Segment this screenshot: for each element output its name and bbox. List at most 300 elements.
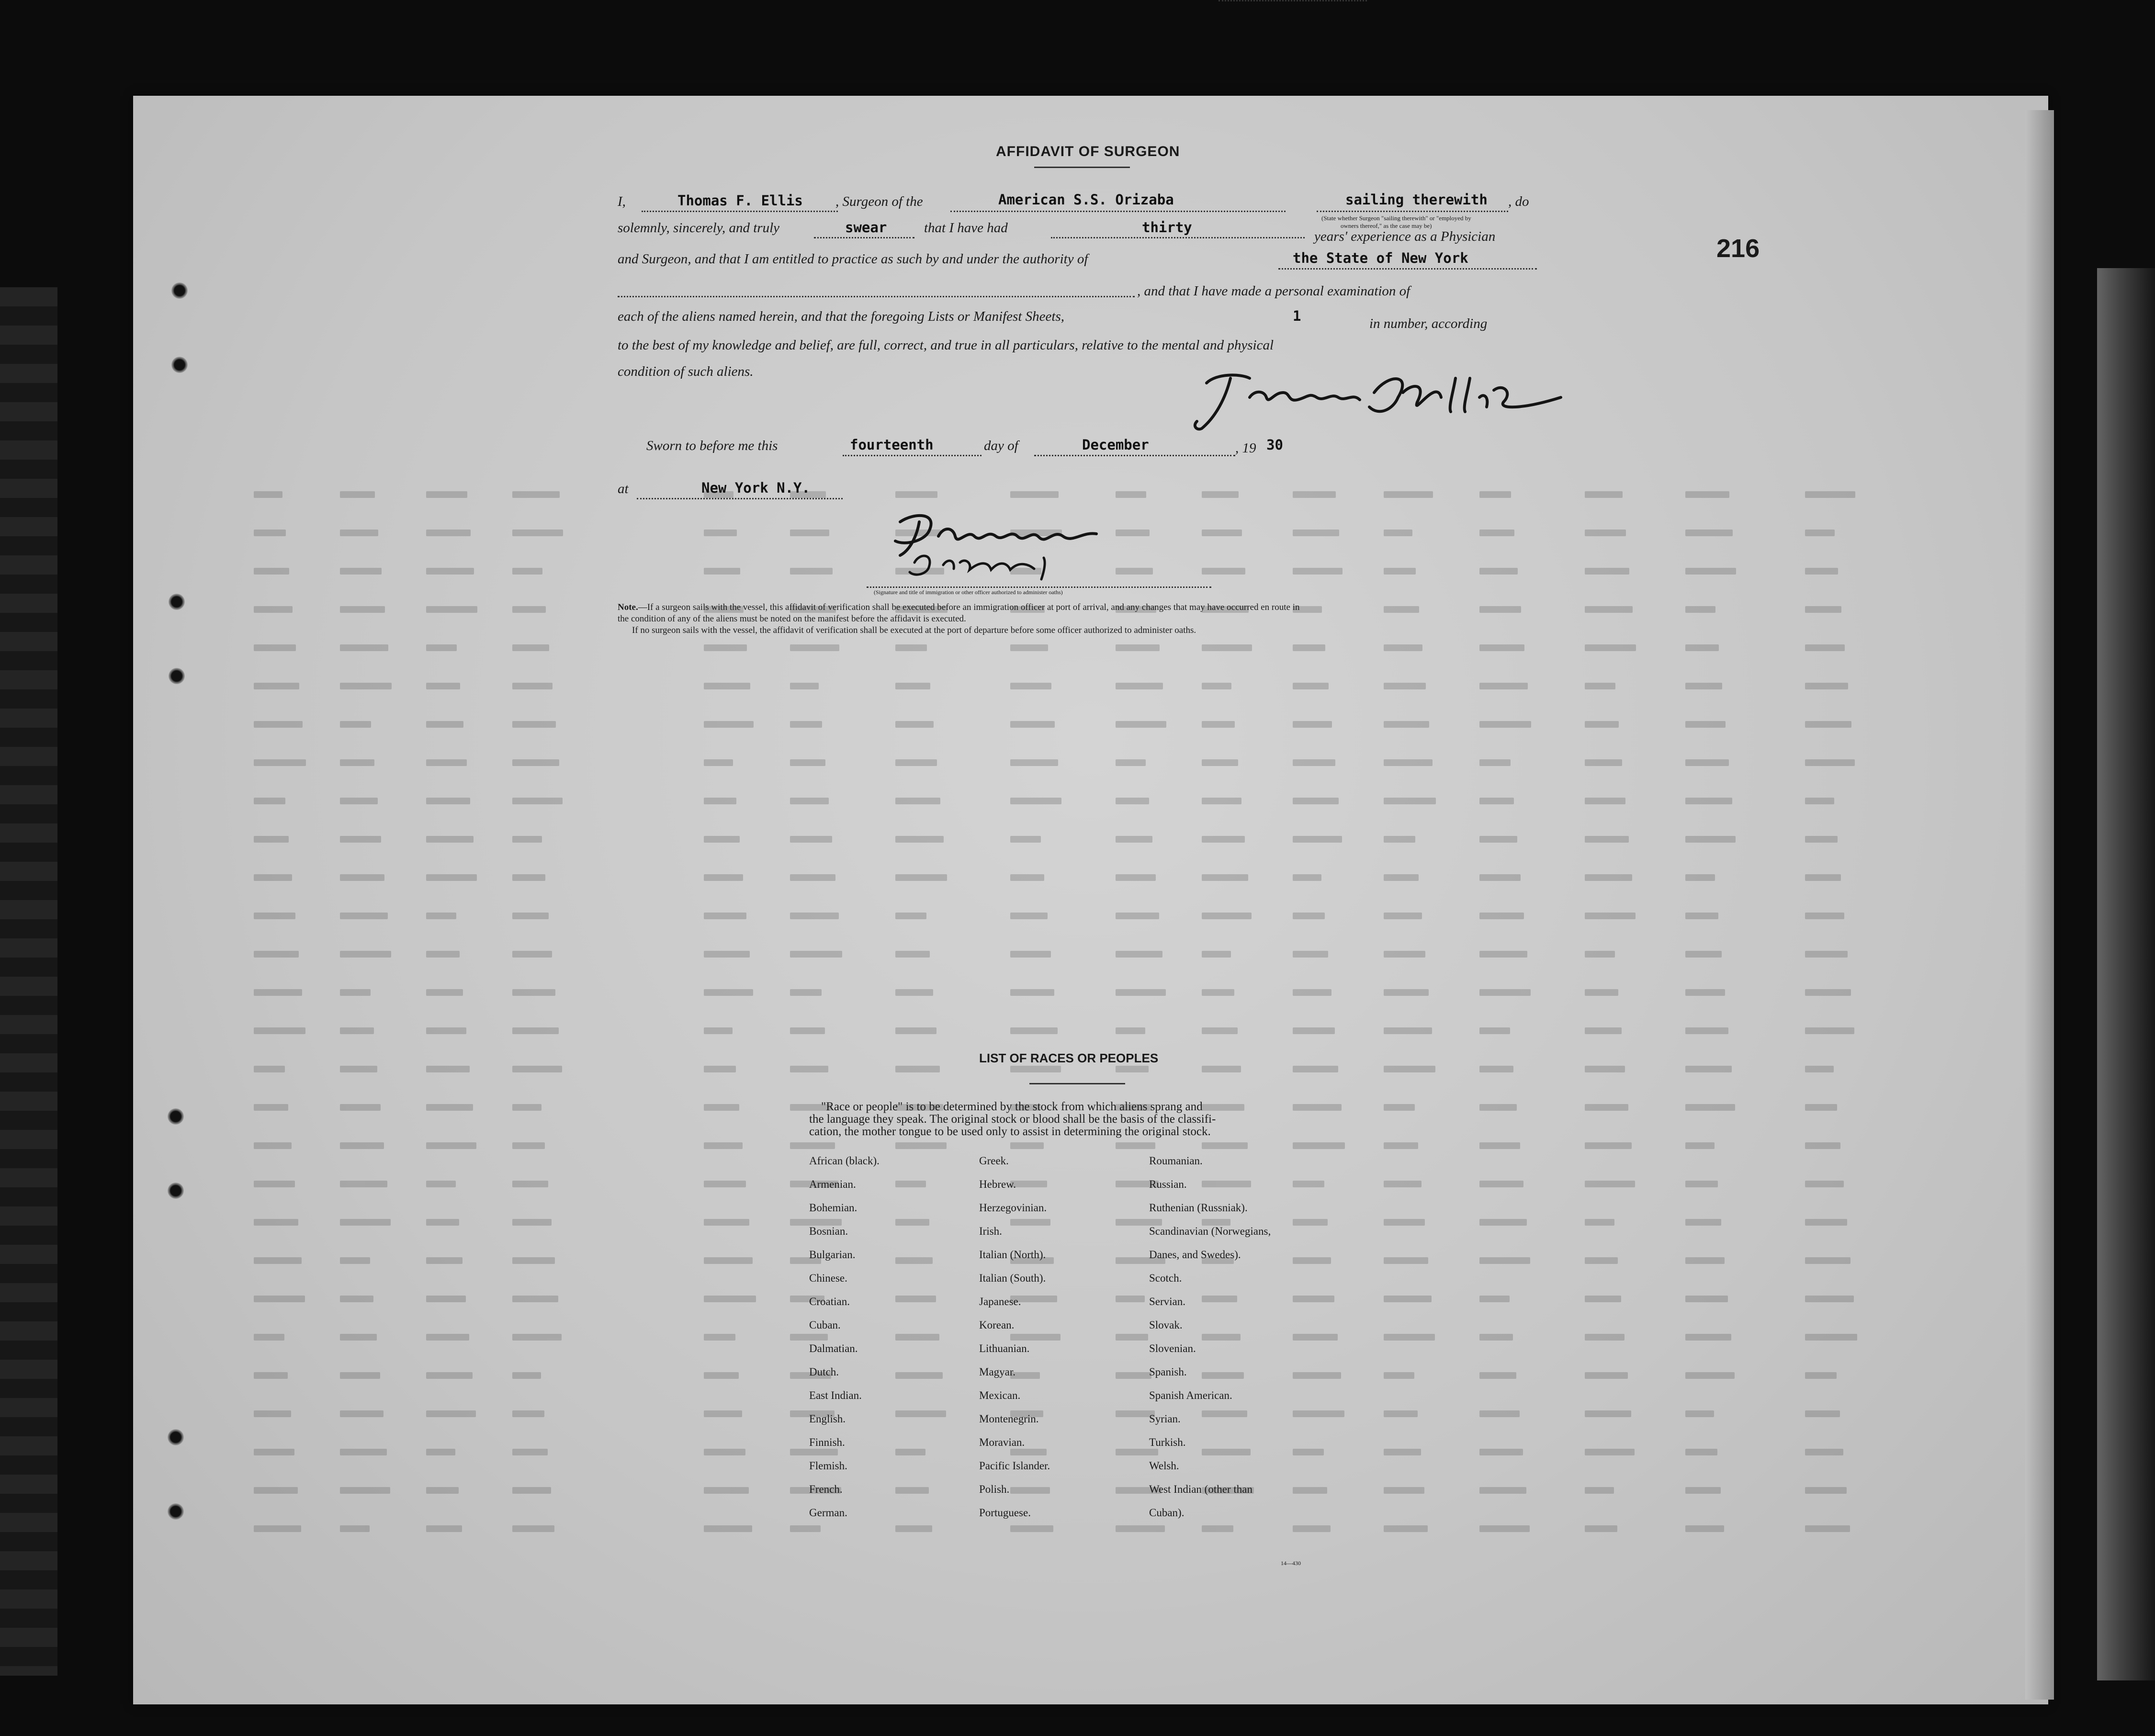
ghost-cell	[340, 568, 382, 575]
ghost-cell	[340, 530, 378, 536]
race-item: Hebrew.	[979, 1178, 1016, 1190]
each-of-aliens-label: each of the aliens named herein, and that the foregoing Lists or Manifest Sheets,	[618, 309, 1064, 324]
ghost-cell	[1293, 836, 1342, 843]
ghost-cell	[790, 683, 819, 689]
ghost-cell	[704, 1334, 735, 1341]
ghost-cell	[1384, 874, 1419, 881]
ghost-cell	[1293, 1487, 1327, 1494]
ghost-cell	[426, 568, 474, 575]
oath-word: swear	[845, 219, 887, 236]
authority-value: the State of New York	[1293, 250, 1468, 266]
ghost-cell	[1293, 721, 1332, 728]
ghost-cell	[1479, 606, 1521, 613]
ghost-cell	[1010, 1027, 1058, 1034]
ghost-cell	[1116, 1027, 1145, 1034]
ghost-cell	[790, 759, 825, 766]
ghost-cell	[1293, 1142, 1345, 1149]
ghost-cell	[1293, 683, 1329, 689]
ghost-cell	[254, 951, 299, 958]
ghost-cell	[1585, 951, 1615, 958]
ghost-cell	[340, 759, 374, 766]
ghost-cell	[1805, 1410, 1840, 1417]
ghost-cell	[1293, 951, 1328, 958]
ghost-cell	[512, 1525, 554, 1532]
ghost-cell	[1202, 759, 1238, 766]
ghost-cell	[512, 989, 555, 996]
ghost-cell	[254, 1525, 301, 1532]
years-value: thirty	[1142, 219, 1192, 236]
ghost-cell	[254, 1027, 305, 1034]
ghost-cell	[340, 1027, 374, 1034]
ghost-cell	[1479, 644, 1524, 651]
race-item: Armenian.	[809, 1178, 856, 1190]
race-item: English.	[809, 1413, 846, 1425]
sailing-note-line2: owners thereof," as the case may be)	[1341, 222, 1432, 229]
at-label: at	[618, 481, 629, 496]
ghost-row	[225, 1446, 1901, 1458]
ghost-cell	[1805, 568, 1838, 575]
ghost-cell	[512, 1257, 555, 1264]
ghost-cell	[426, 1525, 462, 1532]
race-item: German.	[809, 1507, 847, 1519]
note-label: Note.	[618, 602, 638, 612]
ghost-cell	[426, 721, 463, 728]
ghost-cell	[1202, 1449, 1251, 1455]
ghost-cell	[895, 1066, 940, 1072]
ghost-cell	[1293, 1066, 1338, 1072]
ghost-cell	[1384, 951, 1425, 958]
ghost-cell	[1685, 836, 1736, 843]
ghost-cell	[1384, 530, 1412, 536]
ghost-cell	[1685, 530, 1733, 536]
ghost-cell	[512, 568, 542, 575]
race-item: Lithuanian.	[979, 1342, 1030, 1354]
ghost-cell	[1010, 913, 1048, 919]
ghost-cell	[254, 1410, 291, 1417]
ghost-cell	[254, 1066, 285, 1072]
ghost-cell	[790, 798, 829, 804]
ghost-cell	[340, 606, 385, 613]
day-value: fourteenth	[850, 437, 934, 453]
ghost-row	[225, 948, 1901, 960]
sailing-status-blank	[1317, 211, 1508, 212]
ghost-cell	[254, 1257, 302, 1264]
ghost-cell	[895, 1257, 933, 1264]
ghost-cell	[704, 1525, 752, 1532]
ghost-cell	[1010, 1449, 1047, 1455]
ghost-row	[225, 986, 1901, 999]
ghost-cell	[1202, 1181, 1251, 1187]
ghost-cell	[1010, 721, 1055, 728]
ghost-cell	[1685, 1296, 1728, 1302]
ghost-cell	[254, 491, 282, 498]
ghost-cell	[895, 1296, 936, 1302]
ghost-cell	[1202, 1027, 1238, 1034]
surgeon-signature	[1187, 364, 1570, 436]
ghost-cell	[340, 874, 384, 881]
ghost-cell	[426, 530, 471, 536]
race-item: Servian.	[1149, 1296, 1186, 1308]
ghost-cell	[1202, 1525, 1233, 1532]
race-item: Ruthenian (Russniak).	[1149, 1202, 1248, 1214]
ghost-cell	[512, 1487, 551, 1494]
authority-continuation-blank	[618, 296, 1135, 297]
ghost-cell	[1805, 1027, 1854, 1034]
ghost-cell	[1384, 1334, 1435, 1341]
ghost-cell	[790, 1525, 821, 1532]
ghost-cell	[1685, 491, 1729, 498]
ghost-cell	[790, 1449, 838, 1455]
ghost-cell	[1202, 874, 1248, 881]
ghost-cell	[254, 1449, 294, 1455]
officer-signature	[871, 503, 1159, 589]
ghost-cell	[895, 1181, 926, 1187]
ghost-cell	[340, 683, 392, 689]
ghost-cell	[1293, 530, 1339, 536]
ghost-cell	[1685, 1487, 1721, 1494]
ghost-cell	[1293, 1296, 1334, 1302]
ghost-cell	[1010, 989, 1054, 996]
ghost-row	[225, 1216, 1901, 1229]
ghost-cell	[254, 989, 302, 996]
ghost-cell	[1585, 1257, 1618, 1264]
race-item: Bohemian.	[809, 1202, 857, 1214]
ghost-cell	[1384, 1104, 1415, 1111]
ghost-cell	[512, 1142, 545, 1149]
race-item: Scandinavian (Norwegians,	[1149, 1225, 1271, 1237]
ghost-cell	[512, 1104, 542, 1111]
ghost-cell	[1293, 1410, 1344, 1417]
race-item: Finnish.	[809, 1436, 845, 1448]
ghost-cell	[512, 683, 553, 689]
ghost-cell	[895, 1449, 925, 1455]
ghost-cell	[1202, 721, 1235, 728]
ghost-cell	[426, 1334, 469, 1341]
race-item: West Indian (other than	[1149, 1483, 1252, 1495]
note-line3: If no surgeon sails with the vessel, the affidavit of verification shall be executed at the port of departure before some officer authorized to administer oaths.	[632, 625, 1196, 635]
ghost-cell	[426, 951, 460, 958]
ghost-cell	[895, 836, 944, 843]
ghost-cell	[340, 1181, 387, 1187]
ghost-cell	[1479, 568, 1518, 575]
note-line1: —If a surgeon sails with the vessel, this affidavit of verification shall be executed before an immigration officer at port of arrival, and any changes that may have occurred en route in	[638, 602, 1300, 612]
ghost-cell	[426, 1181, 456, 1187]
ghost-cell	[254, 1487, 298, 1494]
ghost-cell	[340, 1525, 370, 1532]
ghost-cell	[1384, 1372, 1414, 1379]
ghost-cell	[512, 1334, 562, 1341]
ghost-cell	[1479, 1372, 1516, 1379]
ghost-cell	[1685, 683, 1722, 689]
ghost-cell	[1384, 1181, 1422, 1187]
ghost-cell	[790, 989, 822, 996]
ghost-cell	[1202, 1142, 1248, 1149]
race-item: Roumanian.	[1149, 1155, 1203, 1167]
ghost-cell	[254, 1372, 288, 1379]
ghost-cell	[1293, 874, 1321, 881]
ghost-cell	[1805, 913, 1844, 919]
ghost-cell	[1479, 1487, 1526, 1494]
ghost-cell	[1585, 1449, 1635, 1455]
sailing-note-line1: (State whether Surgeon "sailing therewith" or "employed by	[1321, 214, 1471, 222]
ghost-row	[225, 1293, 1901, 1305]
race-item: Irish.	[979, 1225, 1002, 1237]
month-value: December	[1082, 437, 1149, 453]
solemnly-label: solemnly, sincerely, and truly	[618, 220, 780, 236]
ghost-cell	[512, 644, 549, 651]
ghost-cell	[1585, 1181, 1635, 1187]
ghost-cell	[895, 951, 930, 958]
title-rule	[1034, 167, 1130, 168]
ghost-cell	[1116, 1219, 1162, 1226]
ghost-cell	[426, 1487, 459, 1494]
ghost-row	[225, 718, 1901, 731]
ghost-cell	[1010, 836, 1041, 843]
ghost-row	[225, 680, 1901, 692]
show-through-manifest-table	[225, 488, 1901, 1551]
condition-label: condition of such aliens.	[618, 364, 754, 379]
ghost-row	[225, 871, 1901, 884]
ghost-cell	[790, 644, 839, 651]
race-item: African (black).	[809, 1155, 880, 1167]
ghost-row	[225, 642, 1901, 654]
ghost-cell	[1202, 836, 1245, 843]
ghost-cell	[1585, 874, 1632, 881]
ghost-cell	[512, 1372, 541, 1379]
ghost-cell	[1685, 1104, 1735, 1111]
page-number: 216	[1716, 234, 1760, 263]
ghost-cell	[704, 913, 746, 919]
ghost-cell	[1293, 1181, 1324, 1187]
ghost-cell	[512, 951, 552, 958]
ghost-cell	[1685, 1219, 1721, 1226]
ghost-cell	[1010, 683, 1051, 689]
ghost-cell	[512, 606, 546, 613]
ghost-cell	[895, 721, 934, 728]
ghost-cell	[1585, 491, 1623, 498]
ghost-cell	[340, 1487, 390, 1494]
that-i-have-had-label: that I have had	[924, 220, 1008, 236]
ghost-row	[225, 756, 1901, 769]
ghost-cell	[790, 874, 835, 881]
race-item: Croatian.	[809, 1296, 850, 1308]
sheets-count-blank	[1219, 0, 1367, 1]
binder-edge-left	[0, 287, 57, 1676]
ghost-cell	[1805, 1181, 1844, 1187]
ghost-cell	[1479, 721, 1531, 728]
ghost-cell	[790, 1142, 835, 1149]
ghost-cell	[426, 1219, 459, 1226]
and-surgeon-label: and Surgeon, and that I am entitled to practice as such by and under the authority of	[618, 251, 1088, 267]
ghost-cell	[1010, 1487, 1050, 1494]
ghost-cell	[426, 798, 470, 804]
ghost-cell	[426, 1449, 455, 1455]
vessel-name: American S.S. Orizaba	[998, 192, 1174, 208]
ghost-cell	[790, 530, 829, 536]
races-intro-line1: "Race or people" is to be determined by the stock from which aliens sprang and	[821, 1100, 1203, 1113]
ghost-cell	[254, 530, 286, 536]
ghost-cell	[704, 568, 740, 575]
ghost-cell	[704, 1104, 739, 1111]
races-intro-line3: cation, the mother tongue to be used only to assist in determining the original stock.	[809, 1125, 1211, 1138]
ghost-cell	[1293, 913, 1325, 919]
ghost-cell	[512, 1219, 552, 1226]
ghost-cell	[1805, 606, 1841, 613]
ghost-cell	[1585, 683, 1615, 689]
ghost-cell	[1805, 1372, 1837, 1379]
ghost-cell	[426, 1372, 473, 1379]
ghost-cell	[1116, 491, 1146, 498]
ghost-cell	[895, 913, 926, 919]
ghost-cell	[426, 606, 477, 613]
ghost-cell	[1805, 683, 1848, 689]
punch-hole	[168, 1503, 184, 1520]
ghost-cell	[1116, 913, 1159, 919]
ghost-cell	[790, 836, 832, 843]
ghost-cell	[512, 836, 542, 843]
ghost-cell	[1585, 1219, 1614, 1226]
ghost-cell	[512, 1296, 558, 1302]
ghost-cell	[1685, 798, 1732, 804]
ghost-cell	[895, 874, 947, 881]
ghost-cell	[704, 759, 733, 766]
ghost-cell	[254, 836, 289, 843]
race-item: Cuban.	[809, 1319, 841, 1331]
ghost-cell	[1585, 989, 1618, 996]
ghost-cell	[1293, 1219, 1328, 1226]
race-item: Turkish.	[1149, 1436, 1186, 1448]
ghost-cell	[1384, 798, 1436, 804]
ghost-cell	[1585, 1104, 1628, 1111]
ghost-cell	[1685, 1181, 1718, 1187]
ghost-cell	[1585, 644, 1636, 651]
ghost-cell	[1384, 491, 1433, 498]
ghost-cell	[1479, 1525, 1530, 1532]
races-rule	[1029, 1083, 1125, 1084]
ghost-cell	[1010, 491, 1059, 498]
race-item: Montenegrin.	[979, 1413, 1039, 1425]
ghost-cell	[1585, 1027, 1622, 1034]
ghost-cell	[1585, 1372, 1628, 1379]
race-item: Japanese.	[979, 1296, 1021, 1308]
ghost-row	[225, 1484, 1901, 1497]
ghost-cell	[1116, 836, 1152, 843]
note	[618, 602, 1300, 613]
ghost-cell	[895, 1334, 939, 1341]
race-item: Italian (North).	[979, 1249, 1046, 1261]
ghost-cell	[254, 1181, 295, 1187]
ghost-cell	[895, 644, 927, 651]
ghost-cell	[1116, 874, 1156, 881]
punch-hole	[168, 1183, 184, 1199]
ghost-cell	[426, 989, 463, 996]
ghost-cell	[426, 1027, 466, 1034]
race-item: Magyar.	[979, 1366, 1016, 1378]
ghost-cell	[1479, 1219, 1527, 1226]
ghost-cell	[1010, 759, 1058, 766]
ghost-row	[225, 1254, 1901, 1267]
ghost-cell	[895, 1525, 932, 1532]
ghost-cell	[1116, 1142, 1155, 1149]
ghost-row	[225, 1139, 1901, 1152]
ghost-cell	[1805, 721, 1851, 728]
ghost-cell	[704, 1027, 733, 1034]
race-item: Dutch.	[809, 1366, 839, 1378]
ghost-cell	[1384, 606, 1419, 613]
ghost-cell	[1293, 1104, 1342, 1111]
race-item: Spanish American.	[1149, 1389, 1232, 1401]
ghost-cell	[1805, 530, 1835, 536]
ghost-cell	[254, 683, 299, 689]
ghost-cell	[254, 874, 292, 881]
ghost-cell	[340, 1257, 370, 1264]
ghost-cell	[790, 951, 842, 958]
ghost-cell	[1805, 1334, 1857, 1341]
ghost-cell	[1479, 836, 1517, 843]
ghost-row	[225, 1408, 1901, 1420]
race-item: French.	[809, 1483, 843, 1495]
races-title: LIST OF RACES OR PEOPLES	[979, 1051, 1159, 1065]
ghost-cell	[1585, 568, 1629, 575]
ghost-cell	[790, 568, 833, 575]
binder-edge-right	[2097, 268, 2155, 1680]
vessel-blank	[950, 211, 1286, 212]
race-item: Cuban).	[1149, 1507, 1185, 1519]
ghost-cell	[1293, 491, 1336, 498]
ghost-cell	[1293, 798, 1339, 804]
ghost-cell	[1685, 1449, 1717, 1455]
ghost-cell	[426, 644, 457, 651]
do-label: , do	[1508, 194, 1529, 209]
ghost-cell	[340, 1142, 384, 1149]
ghost-cell	[1202, 568, 1245, 575]
ghost-row	[225, 1522, 1901, 1535]
ghost-cell	[1479, 491, 1511, 498]
ghost-cell	[254, 568, 289, 575]
ghost-cell	[426, 1142, 476, 1149]
ghost-cell	[1479, 951, 1527, 958]
race-item: Flemish.	[809, 1460, 847, 1472]
ghost-cell	[1805, 1142, 1840, 1149]
ghost-cell	[340, 1104, 381, 1111]
ghost-cell	[1116, 644, 1160, 651]
ghost-cell	[1116, 759, 1146, 766]
years-experience-label: years' experience as a Physician	[1314, 229, 1496, 244]
ghost-row	[225, 1178, 1901, 1190]
ghost-cell	[895, 798, 940, 804]
ghost-cell	[512, 1066, 562, 1072]
ghost-cell	[1293, 644, 1325, 651]
in-number-label: in number, according	[1369, 316, 1488, 331]
ghost-cell	[895, 1142, 947, 1149]
ghost-cell	[1202, 1410, 1247, 1417]
ghost-cell	[790, 1219, 842, 1226]
ghost-cell	[1805, 1449, 1843, 1455]
ghost-cell	[1585, 836, 1629, 843]
ghost-cell	[1585, 530, 1626, 536]
ghost-cell	[895, 989, 933, 996]
years-blank	[1051, 237, 1305, 238]
ghost-cell	[1116, 989, 1166, 996]
ghost-cell	[254, 644, 296, 651]
ghost-cell	[1479, 1449, 1523, 1455]
ghost-cell	[254, 1142, 292, 1149]
race-item: Danes, and Swedes).	[1149, 1249, 1241, 1261]
ghost-cell	[1384, 1066, 1435, 1072]
ghost-cell	[1805, 1066, 1834, 1072]
ghost-cell	[1010, 1525, 1053, 1532]
best-knowledge-label: to the best of my knowledge and belief, are full, correct, and true in all particulars, relative to the mental and physical	[618, 338, 1274, 353]
